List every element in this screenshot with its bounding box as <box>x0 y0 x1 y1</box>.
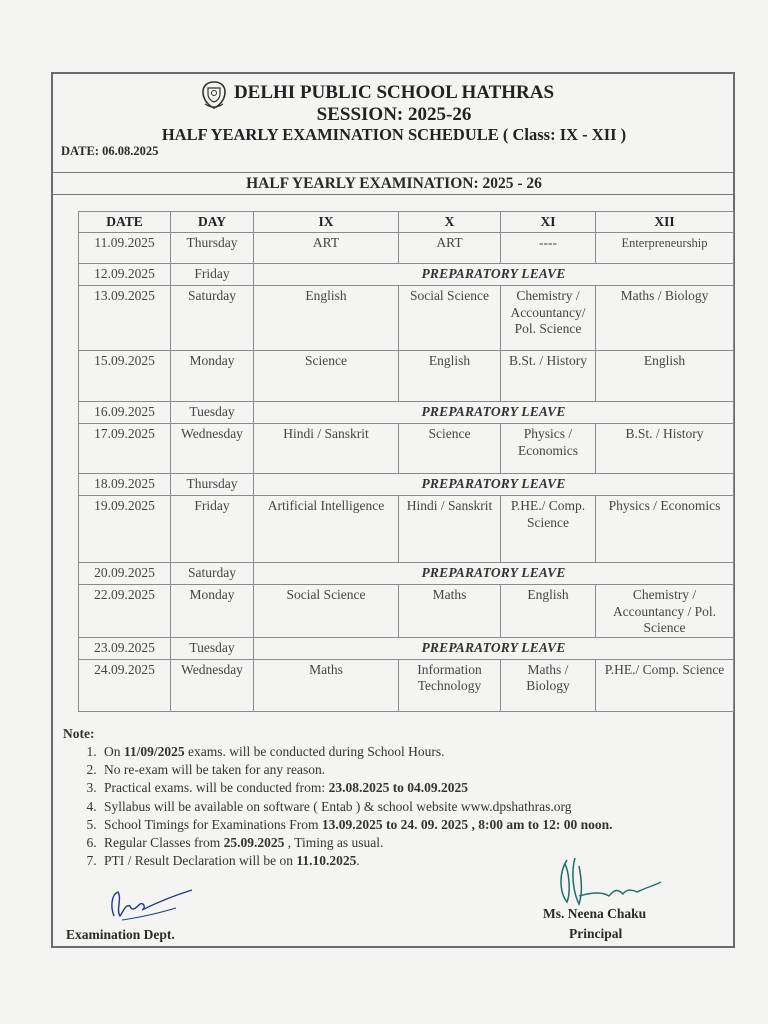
cell-day: Friday <box>171 264 254 286</box>
cell-day: Thursday <box>171 474 254 496</box>
exam-dept-signature <box>96 886 196 926</box>
cell-day: Tuesday <box>171 637 254 659</box>
principal-signature <box>553 852 673 914</box>
preparatory-leave: PREPARATORY LEAVE <box>254 563 734 585</box>
table-row <box>79 496 734 563</box>
exam-schedule-table <box>78 211 734 712</box>
cell-xi: P.HE./ Comp. Science <box>501 496 596 563</box>
cell-date: 16.09.2025 <box>79 402 171 424</box>
cell-date: 24.09.2025 <box>79 659 171 711</box>
cell-xii: Enterpreneurship <box>596 233 734 264</box>
table-header-row <box>79 212 734 233</box>
cell-xi: Maths / Biology <box>501 659 596 711</box>
preparatory-leave: PREPARATORY LEAVE <box>254 264 734 286</box>
cell-day: Saturday <box>171 563 254 585</box>
preparatory-leave: PREPARATORY LEAVE <box>254 637 734 659</box>
cell-date: 22.09.2025 <box>79 585 171 638</box>
note-item: 2. No re-exam will be taken for any reason. <box>100 761 613 779</box>
cell-x: Information Technology <box>399 659 501 711</box>
cell-ix: English <box>254 286 399 351</box>
exam-title: HALF YEARLY EXAMINATION: 2025 - 26 <box>246 175 542 192</box>
preparatory-leave: PREPARATORY LEAVE <box>254 474 734 496</box>
cell-xi: B.St. / History <box>501 351 596 402</box>
table-row <box>79 233 734 264</box>
divider-bottom <box>53 194 733 195</box>
header-day: DAY <box>171 212 254 233</box>
cell-ix: Hindi / Sanskrit <box>254 424 399 474</box>
note-item: 6. Regular Classes from 25.09.2025 , Timing as usual. <box>100 834 613 852</box>
header-x: X <box>399 212 501 233</box>
notes-heading: Note: <box>63 726 95 741</box>
table-row <box>79 585 734 638</box>
cell-x: Maths <box>399 585 501 638</box>
cell-day: Friday <box>171 496 254 563</box>
school-name: DELHI PUBLIC SCHOOL HATHRAS <box>233 82 555 103</box>
cell-date: 17.09.2025 <box>79 424 171 474</box>
cell-xii: B.St. / History <box>596 424 734 474</box>
cell-ix: Maths <box>254 659 399 711</box>
table-row <box>79 563 734 585</box>
note-item: 1. On 11/09/2025 exams. will be conducted during School Hours. <box>100 743 613 761</box>
cell-ix: Social Science <box>254 585 399 638</box>
cell-xi: Physics / Economics <box>501 424 596 474</box>
divider-top <box>53 172 733 173</box>
note-item: 3. Practical exams. will be conducted from: 23.08.2025 to 04.09.2025 <box>100 779 613 797</box>
cell-date: 12.09.2025 <box>79 264 171 286</box>
cell-x: Hindi / Sanskrit <box>399 496 501 563</box>
table-row <box>79 424 734 474</box>
header-date: DATE <box>79 212 171 233</box>
cell-date: 20.09.2025 <box>79 563 171 585</box>
cell-xii: English <box>596 351 734 402</box>
cell-date: 18.09.2025 <box>79 474 171 496</box>
cell-date: 11.09.2025 <box>79 233 171 264</box>
cell-day: Monday <box>171 351 254 402</box>
cell-x: Social Science <box>399 286 501 351</box>
cell-xii: P.HE./ Comp. Science <box>596 659 734 711</box>
cell-xii: Physics / Economics <box>596 496 734 563</box>
header-ix: IX <box>254 212 399 233</box>
issue-date: DATE: 06.08.2025 <box>61 144 159 158</box>
cell-xi: ---- <box>501 233 596 264</box>
table-row <box>79 351 734 402</box>
table-row <box>79 637 734 659</box>
principal-title: Principal <box>569 926 623 941</box>
cell-x: English <box>399 351 501 402</box>
table-row <box>79 402 734 424</box>
cell-xii: Chemistry / Accountancy / Pol. Science <box>596 585 734 638</box>
table-row <box>79 286 734 351</box>
cell-day: Tuesday <box>171 402 254 424</box>
cell-day: Saturday <box>171 286 254 351</box>
note-item: 4. Syllabus will be available on software ( Entab ) & school website www.dpshathras.org <box>100 798 613 816</box>
header-xi: XI <box>501 212 596 233</box>
table-row <box>79 264 734 286</box>
table-row <box>79 474 734 496</box>
header-xii: XII <box>596 212 734 233</box>
cell-x: Science <box>399 424 501 474</box>
cell-ix: Artificial Intelligence <box>254 496 399 563</box>
note-item: 5. School Timings for Examinations From 13.09.2025 to 24. 09. 2025 , 8:00 am to 12: 00 noon. <box>100 816 613 834</box>
cell-xi: English <box>501 585 596 638</box>
cell-date: 15.09.2025 <box>79 351 171 402</box>
table-row <box>79 659 734 711</box>
schedule-title: HALF YEARLY EXAMINATION SCHEDULE ( Class: IX - XII ) <box>161 125 627 144</box>
notes-list <box>63 743 613 870</box>
cell-xi: Chemistry / Accountancy/ Pol. Science <box>501 286 596 351</box>
cell-x: ART <box>399 233 501 264</box>
cell-date: 19.09.2025 <box>79 496 171 563</box>
session-title: SESSION: 2025-26 <box>316 104 472 125</box>
notes-section <box>63 726 613 870</box>
cell-ix: ART <box>254 233 399 264</box>
principal-name: Ms. Neena Chaku <box>543 906 647 921</box>
cell-xii: Maths / Biology <box>596 286 734 351</box>
cell-day: Wednesday <box>171 424 254 474</box>
cell-day: Thursday <box>171 233 254 264</box>
note-item: 7. PTI / Result Declaration will be on 11.10.2025. <box>100 852 613 870</box>
cell-date: 13.09.2025 <box>79 286 171 351</box>
cell-date: 23.09.2025 <box>79 637 171 659</box>
cell-day: Monday <box>171 585 254 638</box>
exam-dept-label: Examination Dept. <box>66 927 175 942</box>
cell-day: Wednesday <box>171 659 254 711</box>
cell-ix: Science <box>254 351 399 402</box>
preparatory-leave: PREPARATORY LEAVE <box>254 402 734 424</box>
